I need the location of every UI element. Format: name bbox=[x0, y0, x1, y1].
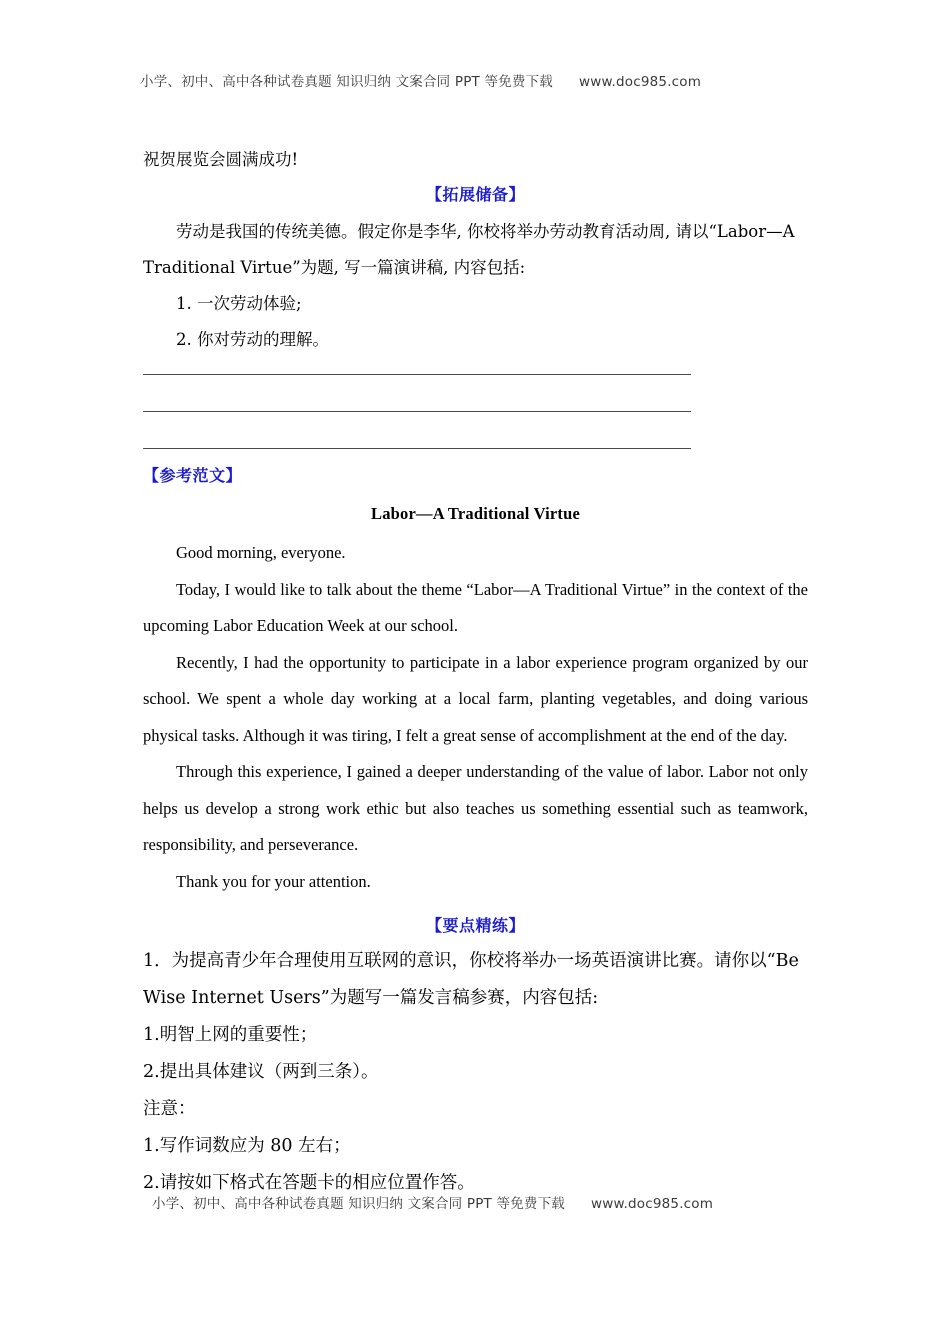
practice-note-1: 1.写作词数应为 80 左右； bbox=[143, 1136, 351, 1156]
section-expand bbox=[143, 180, 808, 358]
section-practice bbox=[143, 911, 808, 1202]
essay-paragraph-4: Through this experience, I gained a deeper understanding of the value of labor. Labor not only helps us develop a strong work ethic but also teaches us something essential such as teamwork, responsibility, and perseverance. bbox=[143, 762, 808, 854]
carryover-block bbox=[143, 142, 808, 178]
essay-paragraph-5: Thank you for your attention. bbox=[176, 871, 371, 891]
expand-item-1: 1. 一次劳动体验; bbox=[176, 294, 302, 313]
page-header-url: www.doc985.com bbox=[579, 74, 702, 90]
page-header-text: 小学、初中、高中各种试卷真题 知识归纳 文案合同 PPT 等免费下载 bbox=[140, 74, 553, 90]
essay-paragraph-1: Good morning, everyone. bbox=[176, 543, 346, 562]
practice-notes-label: 注意： bbox=[143, 1099, 196, 1119]
carryover-line: 祝贺展览会圆满成功! bbox=[143, 150, 299, 169]
practice-question-line-1: 1．为提高青少年合理使用互联网的意识，你校将举办一场英语演讲比赛。请你以“Be bbox=[143, 951, 799, 971]
expand-prompt-line-1: 劳动是我国的传统美德。假定你是李华, 你校将举办劳动教育活动周, 请以“Labor—A bbox=[176, 222, 795, 241]
page-header-watermark bbox=[140, 70, 810, 90]
answer-rule-line bbox=[143, 448, 691, 449]
essay-title: Labor—A Traditional Virtue bbox=[370, 504, 581, 523]
practice-point-2: 2.提出具体建议（两到三条）。 bbox=[143, 1062, 379, 1082]
page-footer-url: www.doc985.com bbox=[591, 1196, 714, 1212]
section-model-heading: 【参考范文】 bbox=[143, 466, 243, 485]
practice-point-1: 1.明智上网的重要性； bbox=[143, 1025, 318, 1045]
page-footer-watermark bbox=[152, 1192, 822, 1212]
page-footer-text: 小学、初中、高中各种试卷真题 知识归纳 文案合同 PPT 等免费下载 bbox=[152, 1196, 565, 1212]
essay-paragraph-2: Today, I would like to talk about the theme “Labor—A Traditional Virtue” in the context of the upcoming Labor Education Week at our school. bbox=[143, 579, 808, 635]
answer-ruled-lines bbox=[143, 374, 691, 449]
answer-rule-gap bbox=[143, 412, 691, 448]
practice-note-2: 2.请按如下格式在答题卡的相应位置作答。 bbox=[143, 1173, 475, 1193]
section-expand-heading: 【拓展储备】 bbox=[425, 185, 525, 204]
practice-question-line-2: Wise Internet Users”为题写一篇发言稿参赛，内容包括: bbox=[143, 988, 599, 1008]
section-model-essay bbox=[143, 461, 808, 900]
essay-paragraph-3: Recently, I had the opportunity to participate in a labor experience program organized by our school. We spent a whole day working at a local farm, planting vegetables, and doing various physical tasks. Although it was tiring, I felt a great sense of accomplishment at the end of the day. bbox=[143, 652, 808, 745]
section-practice-heading: 【要点精练】 bbox=[425, 916, 525, 935]
expand-prompt-line-2: Traditional Virtue”为题, 写一篇演讲稿, 内容包括: bbox=[143, 258, 526, 277]
expand-item-2: 2. 你对劳动的理解。 bbox=[176, 330, 329, 349]
answer-rule-gap bbox=[143, 375, 691, 411]
